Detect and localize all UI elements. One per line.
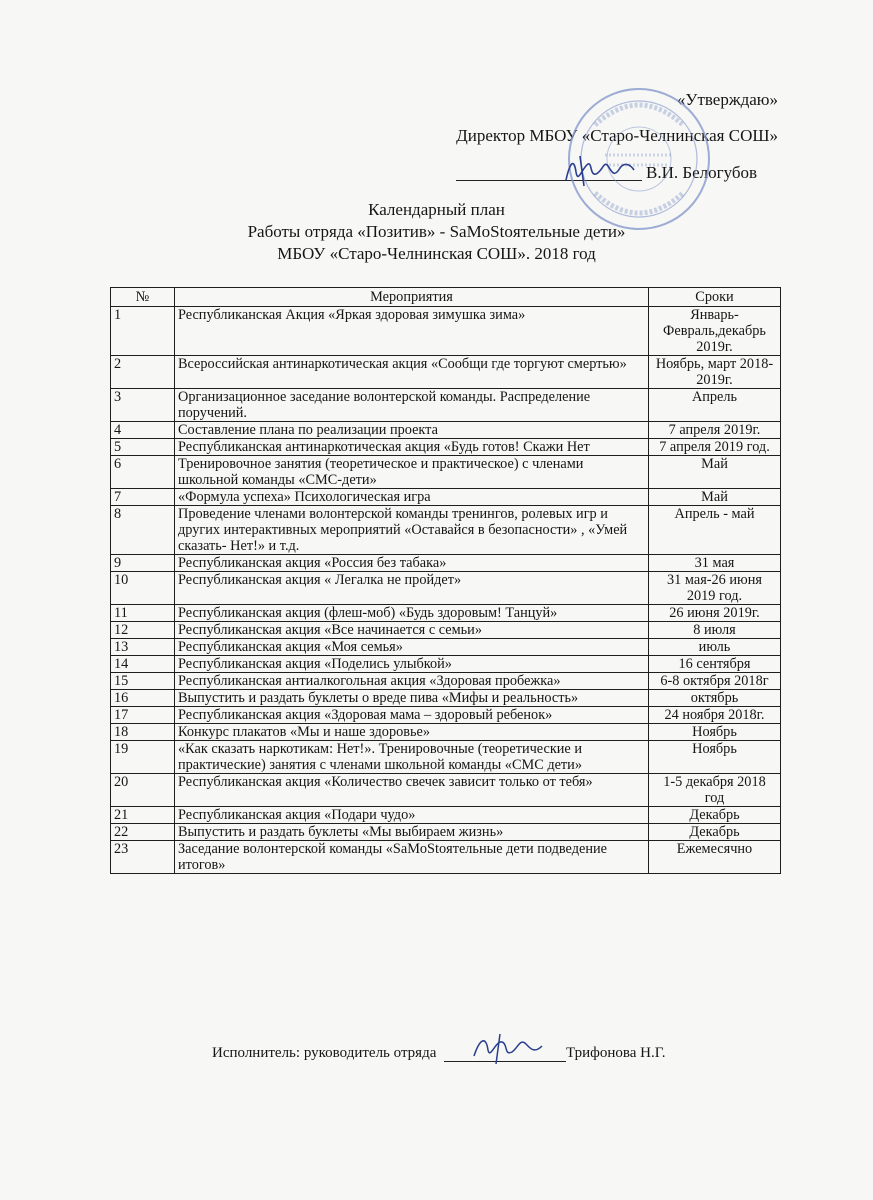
row-event: Выпустить и раздать буклеты о вреде пива «Мифы и реальность» — [175, 690, 649, 707]
table-row — [111, 741, 781, 774]
row-event: Заседание волонтерской команды «SaMoStoятельные дети подведение итогов» — [175, 841, 649, 874]
row-event: Республиканская акция (флеш-моб) «Будь здоровым! Танцуй» — [175, 605, 649, 622]
table-row — [111, 707, 781, 724]
row-event: «Как сказать наркотикам: Нет!». Тренировочные (теоретические и практические) занятия с членами школьной команды «СМС дети» — [175, 741, 649, 774]
row-dates: 8 июля — [649, 622, 781, 639]
table-row — [111, 456, 781, 489]
row-dates: июль — [649, 639, 781, 656]
row-dates: 6-8 октября 2018г — [649, 673, 781, 690]
row-dates: Апрель - май — [649, 506, 781, 555]
row-event: Республиканская Акция «Яркая здоровая зимушка зима» — [175, 307, 649, 356]
table-row — [111, 439, 781, 456]
row-event: Республиканская акция «Россия без табака» — [175, 555, 649, 572]
row-dates: 24 ноября 2018г. — [649, 707, 781, 724]
director-name: В.И. Белогубов — [646, 163, 758, 182]
row-number: 22 — [111, 824, 175, 841]
row-event: Тренировочное занятия (теоретическое и практическое) с членами школьной команды «СМС-дети» — [175, 456, 649, 489]
table-row — [111, 307, 781, 356]
row-number: 16 — [111, 690, 175, 707]
row-event: Составление плана по реализации проекта — [175, 422, 649, 439]
row-dates: Январь-Февраль,декабрь 2019г. — [649, 307, 781, 356]
table-row — [111, 724, 781, 741]
row-event: Республиканская акция «Подари чудо» — [175, 807, 649, 824]
row-dates: 31 мая — [649, 555, 781, 572]
table-row — [111, 506, 781, 555]
row-dates: октябрь — [649, 690, 781, 707]
row-number: 5 — [111, 439, 175, 456]
table-header-row — [111, 288, 781, 307]
plan-table — [110, 287, 781, 874]
header-number: № — [111, 288, 175, 307]
director-signature — [560, 150, 650, 190]
plan-title: Календарный план — [368, 200, 505, 219]
row-number: 12 — [111, 622, 175, 639]
table-row — [111, 572, 781, 605]
row-event: Республиканская акция «Моя семья» — [175, 639, 649, 656]
approval-label: «Утверждаю» — [676, 90, 778, 109]
director-title: Директор МБОУ «Старо-Челнинская СОШ» — [456, 126, 778, 145]
row-dates: Май — [649, 489, 781, 506]
plan-school: МБОУ «Старо-Челнинская СОШ». 2018 год — [277, 244, 596, 263]
executor-signature — [470, 1030, 550, 1066]
table-row — [111, 807, 781, 824]
table-row — [111, 622, 781, 639]
row-dates: Ноябрь — [649, 741, 781, 774]
table-row — [111, 690, 781, 707]
row-number: 17 — [111, 707, 175, 724]
row-event: Проведение членами волонтерской команды тренингов, ролевых игр и других интерактивных мероприятий «Оставайся в безопасности» , «Умей сказать- Нет!» и т.д. — [175, 506, 649, 555]
row-event: Конкурс плакатов «Мы и наше здоровье» — [175, 724, 649, 741]
row-dates: Май — [649, 456, 781, 489]
row-number: 3 — [111, 389, 175, 422]
executor-label: Исполнитель: руководитель отряда — [212, 1045, 437, 1061]
table-row — [111, 555, 781, 572]
row-dates: 16 сентября — [649, 656, 781, 673]
row-event: Республиканская акция «Количество свечек зависит только от тебя» — [175, 774, 649, 807]
row-dates: 31 мая-26 июня 2019 год. — [649, 572, 781, 605]
plan-subtitle: Работы отряда «Позитив» - SaMoStoятельные дети» — [247, 222, 626, 241]
table-row — [111, 605, 781, 622]
row-number: 8 — [111, 506, 175, 555]
row-number: 4 — [111, 422, 175, 439]
row-event: Всероссийская антинаркотическая акция «Сообщи где торгуют смертью» — [175, 356, 649, 389]
row-dates: 1-5 декабря 2018 год — [649, 774, 781, 807]
row-dates: Декабрь — [649, 824, 781, 841]
table-row — [111, 389, 781, 422]
row-number: 7 — [111, 489, 175, 506]
row-number: 1 — [111, 307, 175, 356]
table-row — [111, 489, 781, 506]
row-number: 20 — [111, 774, 175, 807]
executor-name: Трифонова Н.Г. — [566, 1045, 666, 1061]
table-row — [111, 841, 781, 874]
header-event: Мероприятия — [175, 288, 649, 307]
row-event: Республиканская акция «Поделись улыбкой» — [175, 656, 649, 673]
row-number: 18 — [111, 724, 175, 741]
row-dates: Ноябрь — [649, 724, 781, 741]
row-number: 23 — [111, 841, 175, 874]
row-dates: 26 июня 2019г. — [649, 605, 781, 622]
table-row — [111, 673, 781, 690]
row-event: Выпустить и раздать буклеты «Мы выбираем жизнь» — [175, 824, 649, 841]
header-dates: Сроки — [649, 288, 781, 307]
row-number: 6 — [111, 456, 175, 489]
row-event: Организационное заседание волонтерской команды. Распределение поручений. — [175, 389, 649, 422]
row-event: Республиканская антинаркотическая акция «Будь готов! Скажи Нет — [175, 439, 649, 456]
row-number: 9 — [111, 555, 175, 572]
table-row — [111, 639, 781, 656]
row-number: 21 — [111, 807, 175, 824]
row-dates: Декабрь — [649, 807, 781, 824]
row-event: Республиканская акция «Здоровая мама – здоровый ребенок» — [175, 707, 649, 724]
row-number: 2 — [111, 356, 175, 389]
table-row — [111, 422, 781, 439]
row-number: 11 — [111, 605, 175, 622]
row-dates: Ежемесячно — [649, 841, 781, 874]
table-row — [111, 824, 781, 841]
row-event: Республиканская антиалкогольная акция «Здоровая пробежка» — [175, 673, 649, 690]
row-event: «Формула успеха» Психологическая игра — [175, 489, 649, 506]
row-dates: 7 апреля 2019 год. — [649, 439, 781, 456]
row-dates: Апрель — [649, 389, 781, 422]
row-event: Республиканская акция « Легалка не пройдет» — [175, 572, 649, 605]
row-dates: 7 апреля 2019г. — [649, 422, 781, 439]
row-number: 19 — [111, 741, 175, 774]
row-number: 15 — [111, 673, 175, 690]
row-event: Республиканская акция «Все начинается с семьи» — [175, 622, 649, 639]
row-number: 13 — [111, 639, 175, 656]
row-number: 10 — [111, 572, 175, 605]
table-row — [111, 656, 781, 673]
row-dates: Ноябрь, март 2018-2019г. — [649, 356, 781, 389]
table-row — [111, 356, 781, 389]
row-number: 14 — [111, 656, 175, 673]
table-row — [111, 774, 781, 807]
